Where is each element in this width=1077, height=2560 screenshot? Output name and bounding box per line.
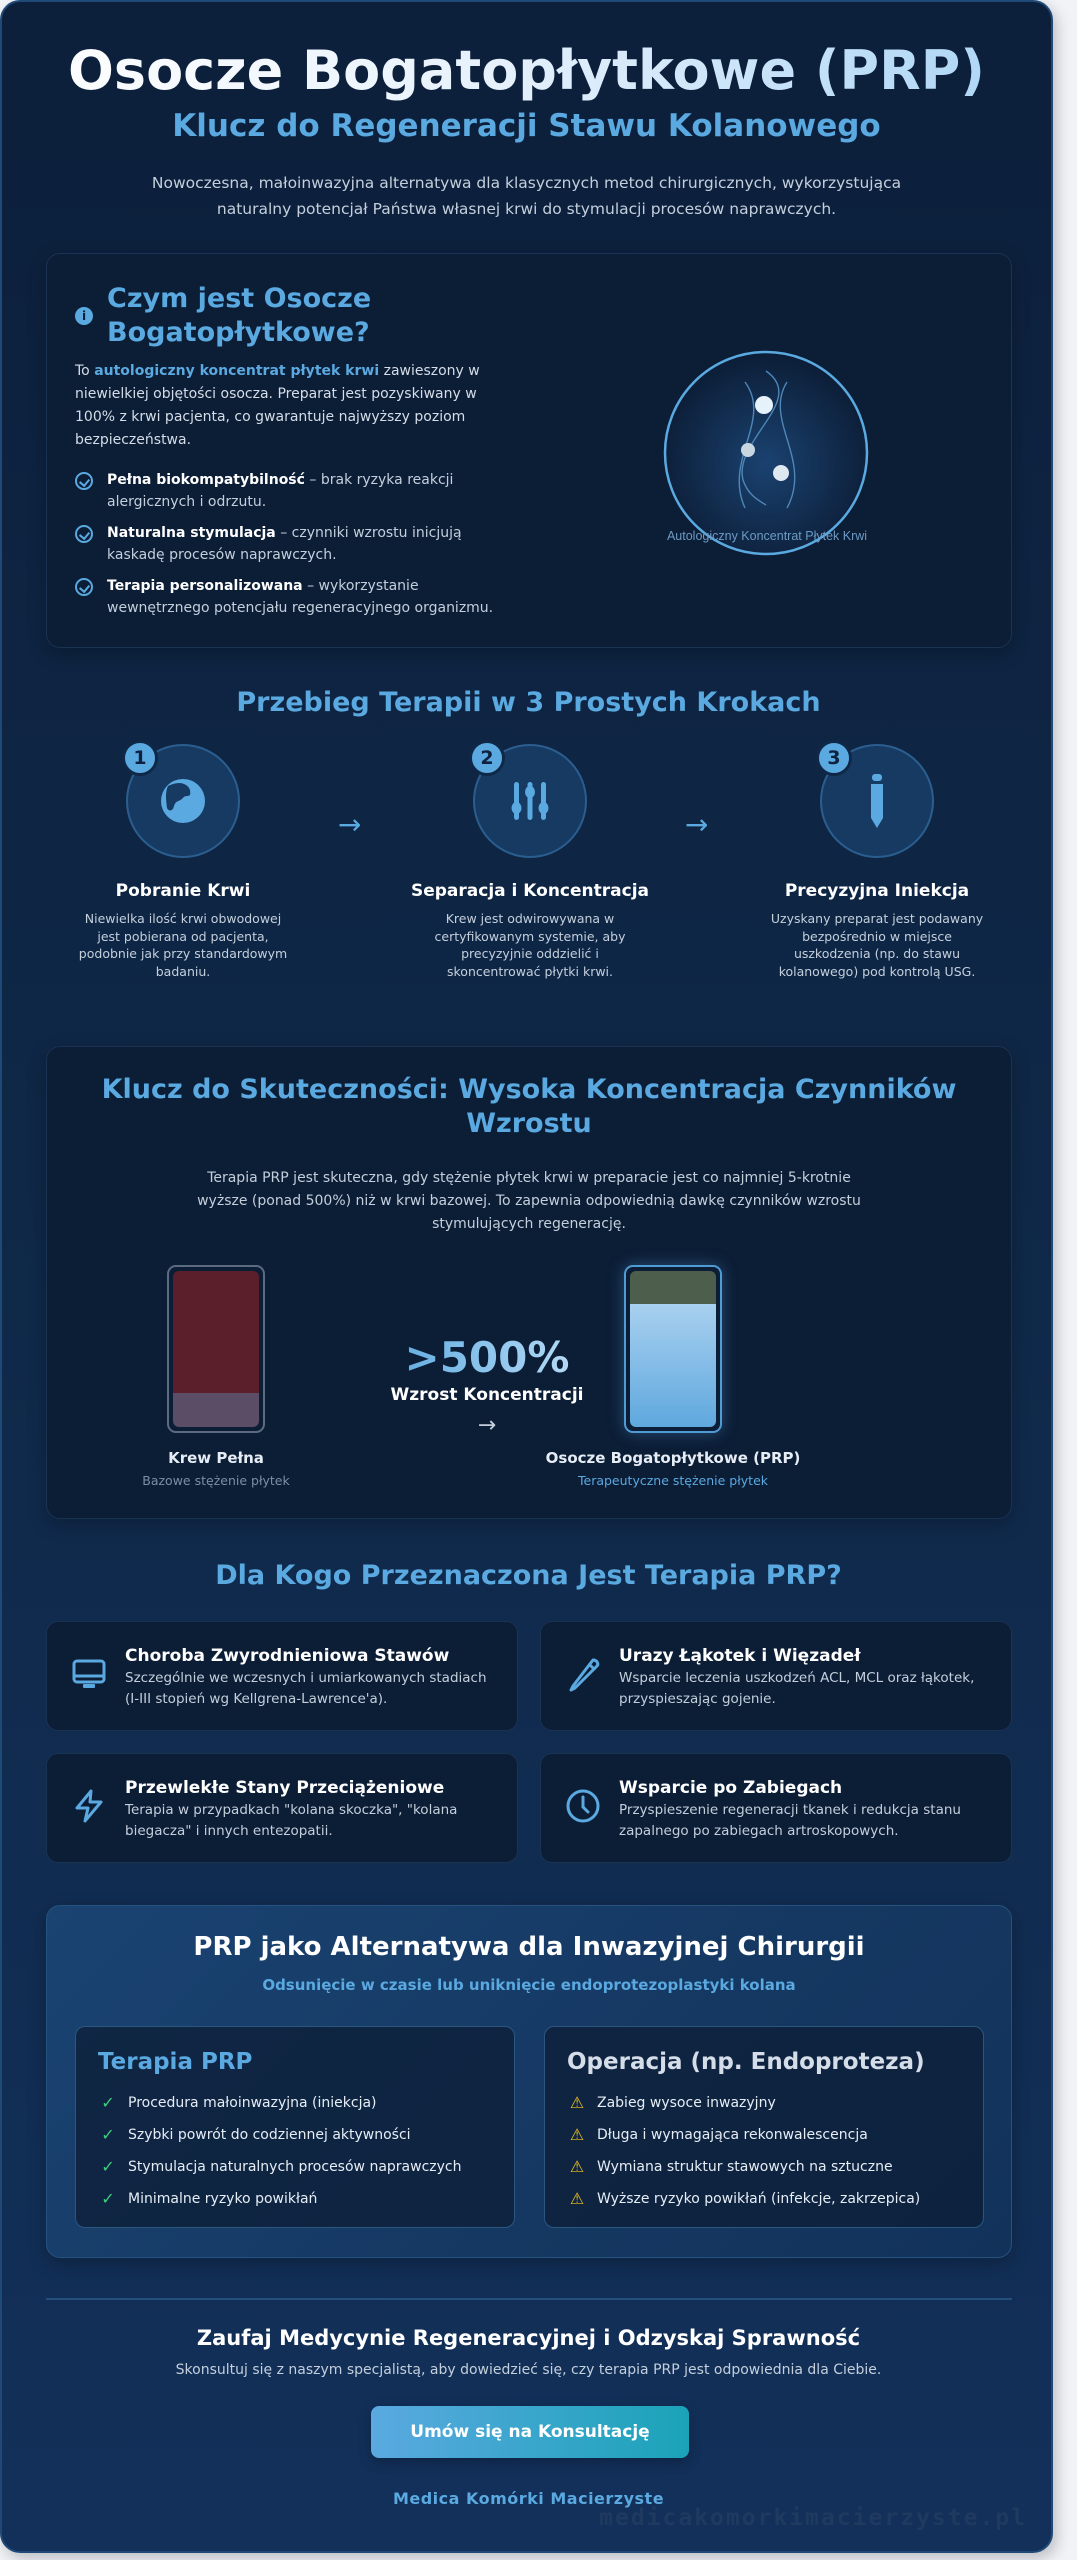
step-icon-circle (126, 744, 240, 858)
indication-name: Choroba Zwyrodnieniowa Stawów (125, 1646, 450, 1666)
sliders-icon (507, 778, 553, 824)
what-is-heading (75, 282, 475, 350)
indication-text (125, 1644, 497, 1710)
indication-text (125, 1776, 497, 1842)
checkmark-icon: ✓ (101, 2093, 115, 2112)
surgery-comparison-panel (544, 2026, 984, 2228)
prp-comparison-panel (75, 2026, 515, 2228)
whole-blood-tube (167, 1265, 265, 1433)
blood-layer (173, 1271, 259, 1393)
prp-advantage-item (98, 2087, 492, 2119)
plasma-layer (173, 1393, 259, 1427)
alternative-subtitle: Odsunięcie w czasie lub uniknięcie endoprotezoplastyki kolana (262, 1976, 796, 1994)
benefit-bold: Pełna biokompatybilność (107, 472, 305, 488)
warning-icon: ⚠ (569, 2093, 585, 2112)
book-consultation-button[interactable]: Umów się na Konsultację (371, 2406, 689, 2458)
cta-title: Zaufaj Medycynie Regeneracyjnej i Odzyskaj Sprawność (196, 2326, 861, 2350)
step-number-badge: 1 (122, 740, 158, 776)
checkmark-icon: ✓ (101, 2157, 115, 2176)
step-name: Precyzyjna Iniekcja (784, 881, 970, 901)
prp-top-layer (630, 1271, 716, 1304)
surgery-risk-item (567, 2087, 961, 2119)
advantage-text: Szybki powrót do codziennej aktywności (128, 2127, 411, 2143)
step-icon-circle (820, 744, 934, 858)
surgery-panel-title: Operacja (np. Endoproteza) (567, 2049, 925, 2075)
benefit-item (75, 576, 515, 619)
warning-icon: ⚠ (569, 2125, 585, 2144)
surgery-risk-item (567, 2151, 961, 2183)
risk-text: Wyższe ryzyko powikłań (infekcje, zakrzepica) (597, 2191, 921, 2207)
prp-tube (624, 1265, 722, 1433)
indication-text (619, 1644, 991, 1710)
benefit-detail: – wykorzystanie wewnętrznego potencjału regeneracyjnego organizmu. (107, 578, 494, 616)
prp-panel-title: Terapia PRP (98, 2049, 253, 2075)
desc-suffix: zawieszony w niewielkiej objętości osocza. Preparat jest pozyskiwany w 100% z krwi pacjenta, co gwarantuje najwyższy poziom bezpieczeństwa. (75, 363, 480, 448)
page-subtitle: Klucz do Regeneracji Stawu Kolanowego (172, 108, 881, 144)
page-title: Osocze Bogatopłytkowe (PRP) (2, 38, 1051, 104)
syringe-icon (865, 772, 889, 830)
risk-text: Długa i wymagająca rekonwalescencja (597, 2127, 868, 2143)
checkmark-icon: ✓ (101, 2189, 115, 2208)
illustration-caption: Autologiczny Koncentrat Płytek Krwi (666, 529, 868, 543)
step-icon-circle (473, 744, 587, 858)
concentration-stat: >500% (377, 1333, 597, 1382)
benefit-bold: Naturalna stymulacja (107, 525, 276, 541)
cta-subtitle: Skonsultuj się z naszym specjalistą, aby dowiedzieć się, czy terapia PRP jest odpowiednia dla Ciebie. (175, 2362, 882, 2378)
benefit-text (107, 470, 515, 513)
indication-name: Wsparcie po Zabiegach (619, 1778, 843, 1798)
indication-name: Urazy Łąkotek i Więzadeł (619, 1646, 861, 1666)
surgery-risk-item (567, 2119, 961, 2151)
step-description: Krew jest odwirowywana w certyfikowanym systemie, aby precyzyjnie oddzielić i skoncentrować płytki krwi. (434, 911, 626, 979)
prp-fill-layer (630, 1304, 716, 1427)
check-circle-icon (75, 578, 93, 596)
prp-advantage-item (98, 2151, 492, 2183)
indication-card (46, 1753, 518, 1863)
risk-text: Wymiana struktur stawowych na sztuczne (597, 2159, 893, 2175)
header (2, 2, 1051, 222)
indication-name: Przewlekłe Stany Przeciążeniowe (125, 1778, 445, 1798)
benefit-item (75, 523, 515, 566)
what-is-description (75, 360, 495, 452)
lightning-icon (71, 1788, 107, 1824)
indication-description: Wsparcie leczenia uszkodzeń ACL, MCL oraz łąkotek, przyspieszając gojenie. (619, 1670, 975, 1707)
advantage-text: Stymulacja naturalnych procesów naprawczych (128, 2159, 462, 2175)
benefit-detail: – brak ryzyka reakcji alergicznych i odrzutu. (107, 472, 454, 510)
alternative-card (46, 1905, 1012, 2258)
advantage-text: Minimalne ryzyko powikłań (128, 2191, 318, 2207)
concentration-title: Klucz do Skuteczności: Wysoka Koncentracja Czynników Wzrostu (101, 1074, 957, 1139)
check-circle-icon (75, 472, 93, 490)
step-2 (410, 744, 650, 980)
prp-sublabel: Terapeutyczne stężenie płytek (578, 1473, 768, 1488)
whole-blood-label: Krew Pełna (168, 1449, 264, 1467)
clock-icon (565, 1788, 601, 1824)
indications-title: Dla Kogo Przeznaczona Jest Terapia PRP? (215, 1560, 842, 1591)
monitor-icon (71, 1656, 107, 1692)
indication-description: Przyspieszenie regeneracji tkanek i redukcja stanu zapalnego po zabiegach artroskopowych. (619, 1802, 961, 1839)
benefits-list (75, 470, 515, 629)
indication-card (46, 1621, 518, 1731)
footer-divider (46, 2298, 1012, 2300)
risk-text: Zabieg wysoce inwazyjny (597, 2095, 776, 2111)
prp-label: Osocze Bogatopłytkowe (PRP) (545, 1449, 801, 1467)
benefit-bold: Terapia personalizowana (107, 578, 303, 594)
advantage-text: Procedura małoinwazyjna (iniekcja) (128, 2095, 377, 2111)
indication-description: Terapia w przypadkach "kolana skoczka", "kolana biegacza" i innych entezopatii. (125, 1802, 458, 1839)
warning-icon: ⚠ (569, 2189, 585, 2208)
steps-title: Przebieg Terapii w 3 Prostych Krokach (236, 687, 821, 718)
concentration-stat-label: Wzrost Koncentracji (390, 1385, 584, 1405)
concentration-card (46, 1046, 1012, 1519)
alternative-title: PRP jako Alternatywa dla Inwazyjnej Chirurgii (193, 1932, 865, 1962)
benefit-item (75, 470, 515, 513)
pencil-icon (565, 1656, 601, 1692)
step-number-badge: 3 (816, 740, 852, 776)
brand-name: Medica Komórki Macierzyste (392, 2489, 665, 2508)
blood-drop-globe-icon (160, 778, 206, 824)
check-circle-icon (75, 525, 93, 543)
surgery-risk-item (567, 2183, 961, 2215)
what-is-title: Czym jest Osocze Bogatopłytkowe? (107, 283, 372, 348)
desc-highlight: autologiczny koncentrat płytek krwi (94, 363, 380, 379)
indication-description: Szczególnie we wczesnych i umiarkowanych stadiach (I-III stopień wg Kellgrena-Lawrence'a). (125, 1670, 487, 1707)
prp-advantage-item (98, 2183, 492, 2215)
step-name: Pobranie Krwi (115, 881, 251, 901)
indication-card (540, 1753, 1012, 1863)
step-3 (757, 744, 997, 980)
what-is-prp-card (46, 253, 1012, 648)
step-1 (63, 744, 303, 980)
benefit-text (107, 523, 515, 566)
indication-card (540, 1621, 1012, 1731)
step-name: Separacja i Koncentracja (410, 881, 650, 901)
watermark: medicakomorkimacierzyste.pl (599, 2505, 1027, 2531)
whole-blood-sublabel: Bazowe stężenie płytek (142, 1473, 290, 1488)
step-description: Uzyskany preparat jest podawany bezpośrednio w miejsce uszkodzenia (np. do stawu kolanowego) pod kontrolą USG. (770, 911, 984, 979)
step-description: Niewielka ilość krwi obwodowej jest pobierana od pacjenta, podobnie jak przy standardowym badaniu. (78, 911, 288, 979)
intro-text: Nowoczesna, małoinwazyjna alternatywa dla klasycznych metod chirurgicznych, wykorzystująca naturalny potencjał Państwa własnej krwi do stymulacji procesów naprawczych. (151, 174, 902, 218)
concentration-description: Terapia PRP jest skuteczna, gdy stężenie płytek krwi w preparacie jest co najmniej 5-krotnie wyższe (ponad 500%) niż w krwi bazowej. To zapewnia odpowiednią dawkę czynników wzrostu stymulujących regenerację. (197, 1170, 861, 1232)
checkmark-icon: ✓ (101, 2125, 115, 2144)
arrow-right-icon: → (338, 808, 362, 841)
desc-prefix: To (75, 363, 95, 379)
warning-icon: ⚠ (569, 2157, 585, 2176)
arrow-right-icon: → (685, 808, 709, 841)
platelet-illustration-icon (663, 350, 869, 556)
indication-text (619, 1776, 991, 1842)
step-number-badge: 2 (469, 740, 505, 776)
info-icon: i (75, 307, 93, 325)
arrow-right-icon: → (477, 1413, 497, 1438)
benefit-text (107, 576, 515, 619)
benefit-detail: – czynniki wzrostu inicjują kaskadę procesów naprawczych. (107, 525, 462, 563)
prp-advantage-item (98, 2119, 492, 2151)
